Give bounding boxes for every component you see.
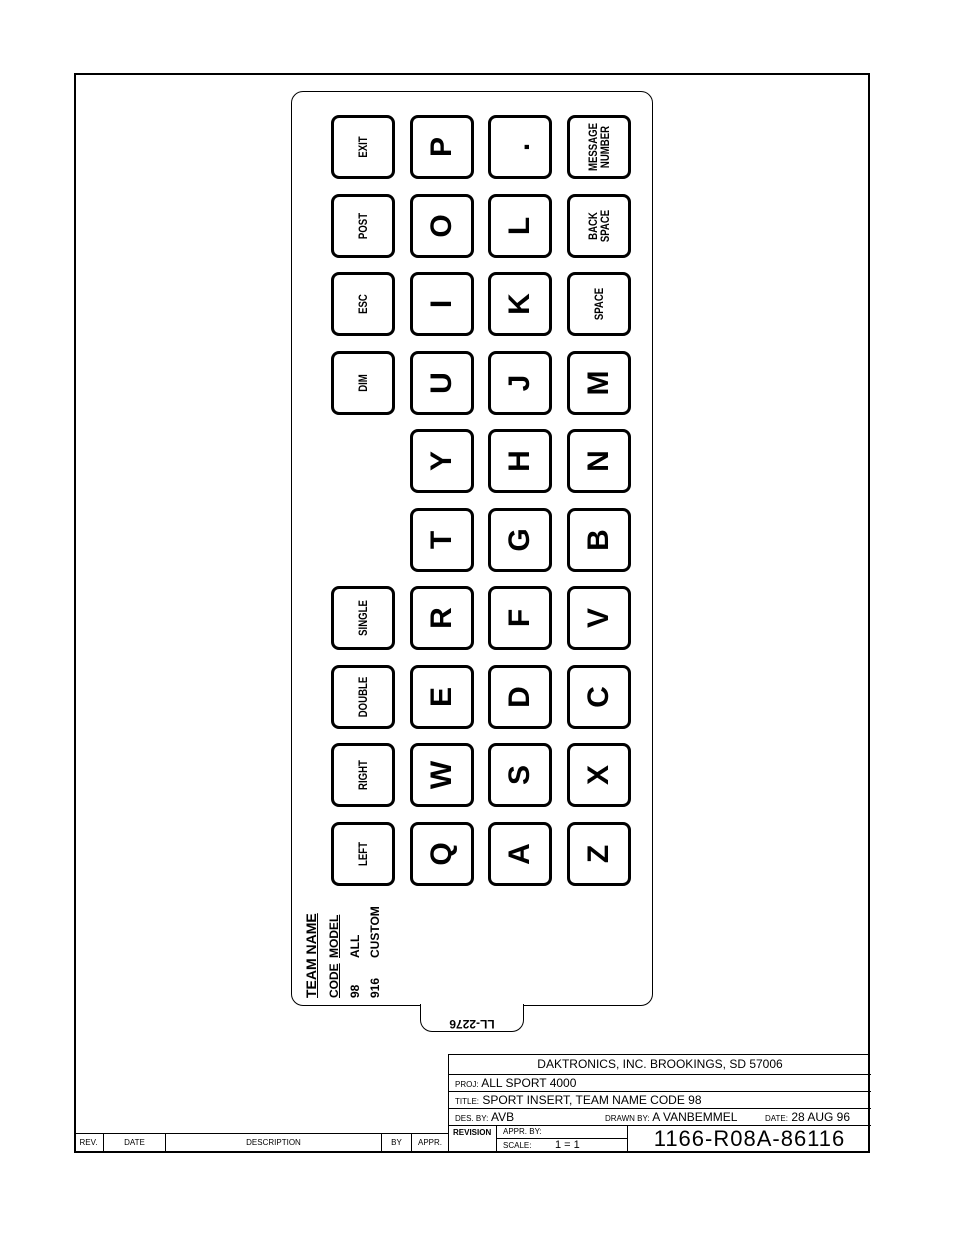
des-label: DES. BY: <box>455 1114 489 1123</box>
key-label: . <box>503 142 536 152</box>
key-label: S <box>503 764 536 786</box>
key-label: D <box>503 686 536 708</box>
revision-label: REVISION <box>453 1128 492 1137</box>
scale-box <box>497 1139 627 1152</box>
legend-code-916: 916 <box>368 977 382 998</box>
key-x[interactable] <box>567 743 631 807</box>
key-message-number[interactable] <box>567 115 631 179</box>
key-u[interactable] <box>410 351 474 415</box>
key-k[interactable] <box>488 272 552 336</box>
key-a[interactable] <box>488 822 552 886</box>
key-label: X <box>582 764 615 786</box>
key-label: P <box>425 136 458 158</box>
key-n[interactable] <box>567 429 631 493</box>
key-label: MESSAGE NUMBER <box>586 122 612 172</box>
key-y[interactable] <box>410 429 474 493</box>
date-column: DATE <box>104 1134 166 1152</box>
key-esc[interactable] <box>331 272 395 336</box>
proj-label: PROJ: <box>455 1080 479 1089</box>
key-f[interactable] <box>488 586 552 650</box>
key-label: SINGLE <box>356 600 370 636</box>
date-group <box>765 1109 850 1127</box>
key-label: Y <box>425 450 458 472</box>
key-label: ESC <box>356 294 370 314</box>
key-i[interactable] <box>410 272 474 336</box>
description-column: DESCRIPTION <box>166 1134 382 1152</box>
key-label: L <box>503 216 536 236</box>
scale-label: SCALE: <box>503 1141 532 1150</box>
revision-box <box>449 1126 497 1152</box>
key-label: U <box>425 372 458 394</box>
key-label: EXIT <box>356 136 370 158</box>
key-space[interactable] <box>567 272 631 336</box>
key-q[interactable] <box>410 822 474 886</box>
key-c[interactable] <box>567 665 631 729</box>
drawing-number: 1166-R08A-86116 <box>653 1126 846 1151</box>
key-p[interactable] <box>410 115 474 179</box>
key-label: J <box>503 374 536 392</box>
key-label: T <box>425 530 458 550</box>
key-label: DIM <box>356 374 370 392</box>
team-name-legend <box>301 906 391 1000</box>
key-single[interactable] <box>331 586 395 650</box>
key-o[interactable] <box>410 194 474 258</box>
key-label: V <box>582 607 615 629</box>
des-value: AVB <box>491 1110 515 1124</box>
revision-table <box>74 1133 448 1153</box>
tab-part-number: LL-2276 <box>449 1017 495 1031</box>
project-value: ALL SPORT 4000 <box>481 1076 577 1090</box>
key-l[interactable] <box>488 194 552 258</box>
key-e[interactable] <box>410 665 474 729</box>
key-z[interactable] <box>567 822 631 886</box>
title-value: SPORT INSERT, TEAM NAME CODE 98 <box>482 1093 702 1107</box>
project-row <box>449 1075 871 1092</box>
drawn-label: DRAWN BY: <box>605 1114 650 1123</box>
drawing-number-box <box>627 1126 871 1152</box>
drawn-group <box>605 1109 737 1127</box>
date-value: 28 AUG 96 <box>791 1110 851 1124</box>
by-column: BY <box>382 1134 412 1152</box>
date-label: DATE: <box>765 1114 788 1123</box>
company-name: DAKTRONICS, INC. BROOKINGS, SD 57006 <box>537 1057 783 1071</box>
key-label: LEFT <box>356 842 370 866</box>
legend-model-header: MODEL <box>327 914 341 958</box>
company-row <box>449 1055 871 1075</box>
key-label: A <box>503 843 536 865</box>
title-label: TITLE: <box>455 1097 480 1106</box>
key-label: POST <box>356 212 370 240</box>
key-b[interactable] <box>567 508 631 572</box>
key-label: SPACE <box>592 287 606 321</box>
key-label: K <box>503 293 536 315</box>
legend-model-custom: CUSTOM <box>368 906 382 958</box>
approval-box <box>497 1126 627 1139</box>
scale-value: 1 = 1 <box>555 1139 580 1151</box>
key-label: C <box>582 686 615 708</box>
legend-code-header: CODE <box>327 963 341 998</box>
title-block <box>448 1054 870 1153</box>
key-label: I <box>425 299 458 309</box>
key-label: W <box>425 760 458 790</box>
key-label: F <box>503 608 536 628</box>
key-label: O <box>425 214 458 238</box>
appr-label: APPR. BY: <box>503 1127 542 1136</box>
key-m[interactable] <box>567 351 631 415</box>
key-label: B <box>582 529 615 551</box>
key-label: N <box>582 450 615 472</box>
legend-model-all: ALL <box>348 934 362 958</box>
key-label: BACK SPACE <box>586 209 612 243</box>
key-post[interactable] <box>331 194 395 258</box>
key-right[interactable] <box>331 743 395 807</box>
designer-row <box>449 1109 871 1126</box>
key-d[interactable] <box>488 665 552 729</box>
key-label: G <box>503 528 536 552</box>
key-label: Q <box>425 842 458 866</box>
legend-code-98: 98 <box>348 984 362 998</box>
drawn-value: A VANBEMMEL <box>652 1110 738 1124</box>
key-h[interactable] <box>488 429 552 493</box>
key-g[interactable] <box>488 508 552 572</box>
legend-title: TEAM NAME <box>303 913 319 998</box>
key-dim[interactable] <box>331 351 395 415</box>
key-label: E <box>425 686 458 708</box>
key-v[interactable] <box>567 586 631 650</box>
key-t[interactable] <box>410 508 474 572</box>
appr-column: APPR. <box>417 1138 442 1147</box>
key-double[interactable] <box>331 665 395 729</box>
key-label: DOUBLE <box>356 676 370 718</box>
key-label: M <box>582 370 615 396</box>
rev-column: REV. <box>74 1134 104 1152</box>
key-label: R <box>425 607 458 629</box>
key-w[interactable] <box>410 743 474 807</box>
key-s[interactable] <box>488 743 552 807</box>
key-r[interactable] <box>410 586 474 650</box>
key-period[interactable] <box>488 115 552 179</box>
key-label: H <box>503 450 536 472</box>
key-exit[interactable] <box>331 115 395 179</box>
tab-joint <box>421 1000 523 1008</box>
key-left[interactable] <box>331 822 395 886</box>
title-row <box>449 1092 871 1109</box>
key-back-space[interactable] <box>567 194 631 258</box>
key-j[interactable] <box>488 351 552 415</box>
key-label: Z <box>582 844 615 864</box>
key-label: RIGHT <box>356 760 370 790</box>
